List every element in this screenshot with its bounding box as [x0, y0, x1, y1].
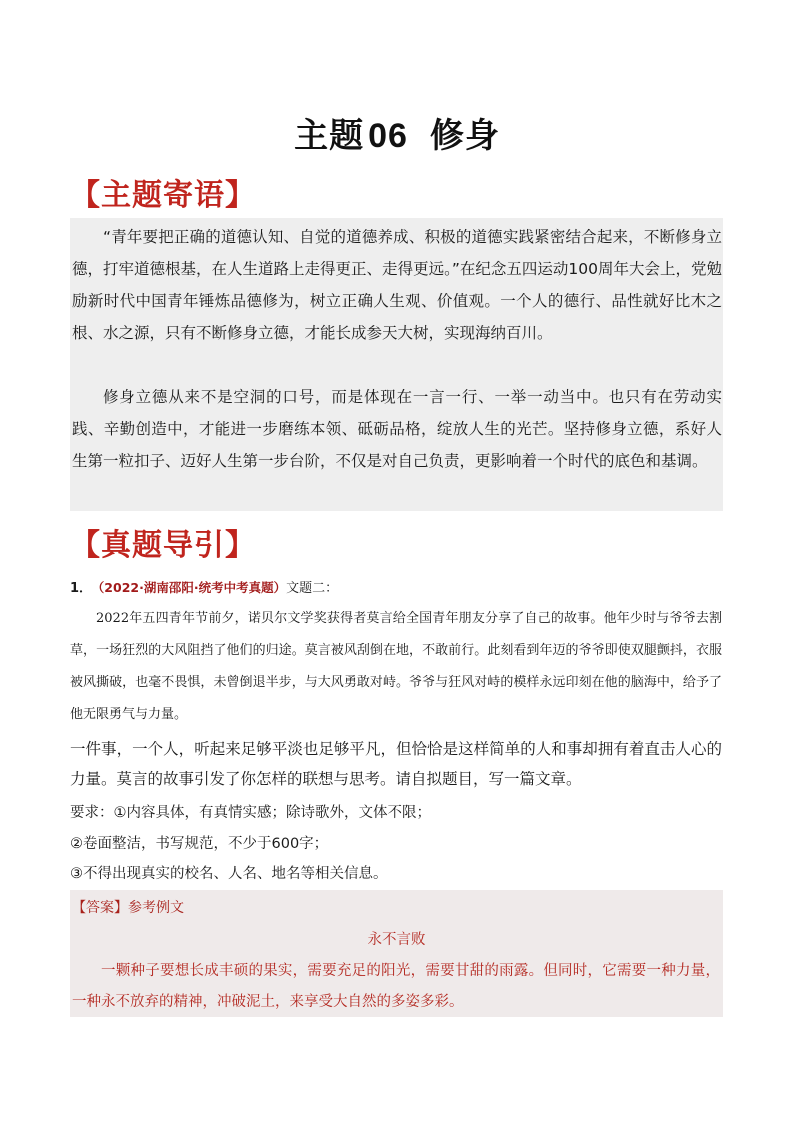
question-label: 文题二：: [286, 581, 339, 596]
answer-tag: 【答案】: [72, 900, 128, 916]
requirement-1: 要求：①内容具体，有真情实感；除诗歌外，文体不限；: [70, 805, 431, 821]
theme-paragraph-2: 修身立德从来不是空洞的口号，而是体现在一言一行、一举一动当中。也只有在劳动实践、辛勤创造中，才能进一步磨练本领、砥砺品格，绽放人生的光芒。坚持修身立德，系好人生第一粒扣子、迈好人生第一步台阶，不仅是对自己负责，更影响着一个时代的底色和基调。: [72, 388, 722, 470]
question-number: 1．: [70, 581, 93, 596]
question-story: 2022年五四青年节前夕，诺贝尔文学奖获得者莫言给全国青年朋友分享了自己的故事。他年少时与爷爷去割草，一场狂烈的大风阻挡了他们的归途。莫言被风刮倒在地，不敢前行。此刻看到年迈的爷爷即使双腿颤抖，衣服被风撕破，也毫不畏惧，未曾倒退半步，与大风勇敢对峙。爷爷与狂风对峙的模样永远印刻在他的脑海中，给予了他无限勇气与力量。: [70, 611, 722, 722]
title-topic: 修身: [429, 116, 500, 156]
question-header: [70, 577, 338, 596]
question-task: 一件事，一个人，听起来足够平淡也足够平凡，但恰恰是这样简单的人和事却拥有着直击人心的力量。莫言的故事引发了你怎样的联想与思考。请自拟题目，写一篇文章。: [70, 740, 722, 788]
requirement-2: ②卷面整洁，书写规范，不少于600字；: [70, 836, 329, 852]
essay-body: 一颗种子要想长成丰硕的果实，需要充足的阳光，需要甘甜的雨露。但同时，它需要一种力量，一种永不放弃的精神，冲破泥土，来享受大自然的多姿多彩。: [72, 963, 720, 1010]
section-heading-exam-guide: 【真题导引】: [70, 528, 256, 563]
answer-label: 参考例文: [128, 900, 184, 916]
theme-paragraph-1: “青年要把正确的道德认知、自觉的道德养成、积极的道德实践紧密结合起来，不断修身立德，打牢道德根基，在人生道路上走得更正、走得更远。”在纪念五四运动100周年大会上，党勉励新时代中国青年锤炼品德修为，树立正确人生观、价值观。一个人的德行、品性就好比木之根、水之源，只有不断修身立德，才能长成参天大树，实现海纳百川。: [72, 228, 722, 342]
answer-header: [72, 897, 184, 917]
requirement-3: ③不得出现真实的校名、人名、地名等相关信息。: [70, 866, 388, 882]
question-source: （2022·湖南邵阳·统考中考真题）: [98, 580, 287, 595]
title-main: 主题: [294, 116, 365, 156]
essay-title: 永不言败: [367, 932, 426, 948]
section-heading-theme-message: 【主题寄语】: [70, 178, 256, 213]
page-title: [0, 108, 794, 157]
title-number: 06: [368, 117, 408, 155]
